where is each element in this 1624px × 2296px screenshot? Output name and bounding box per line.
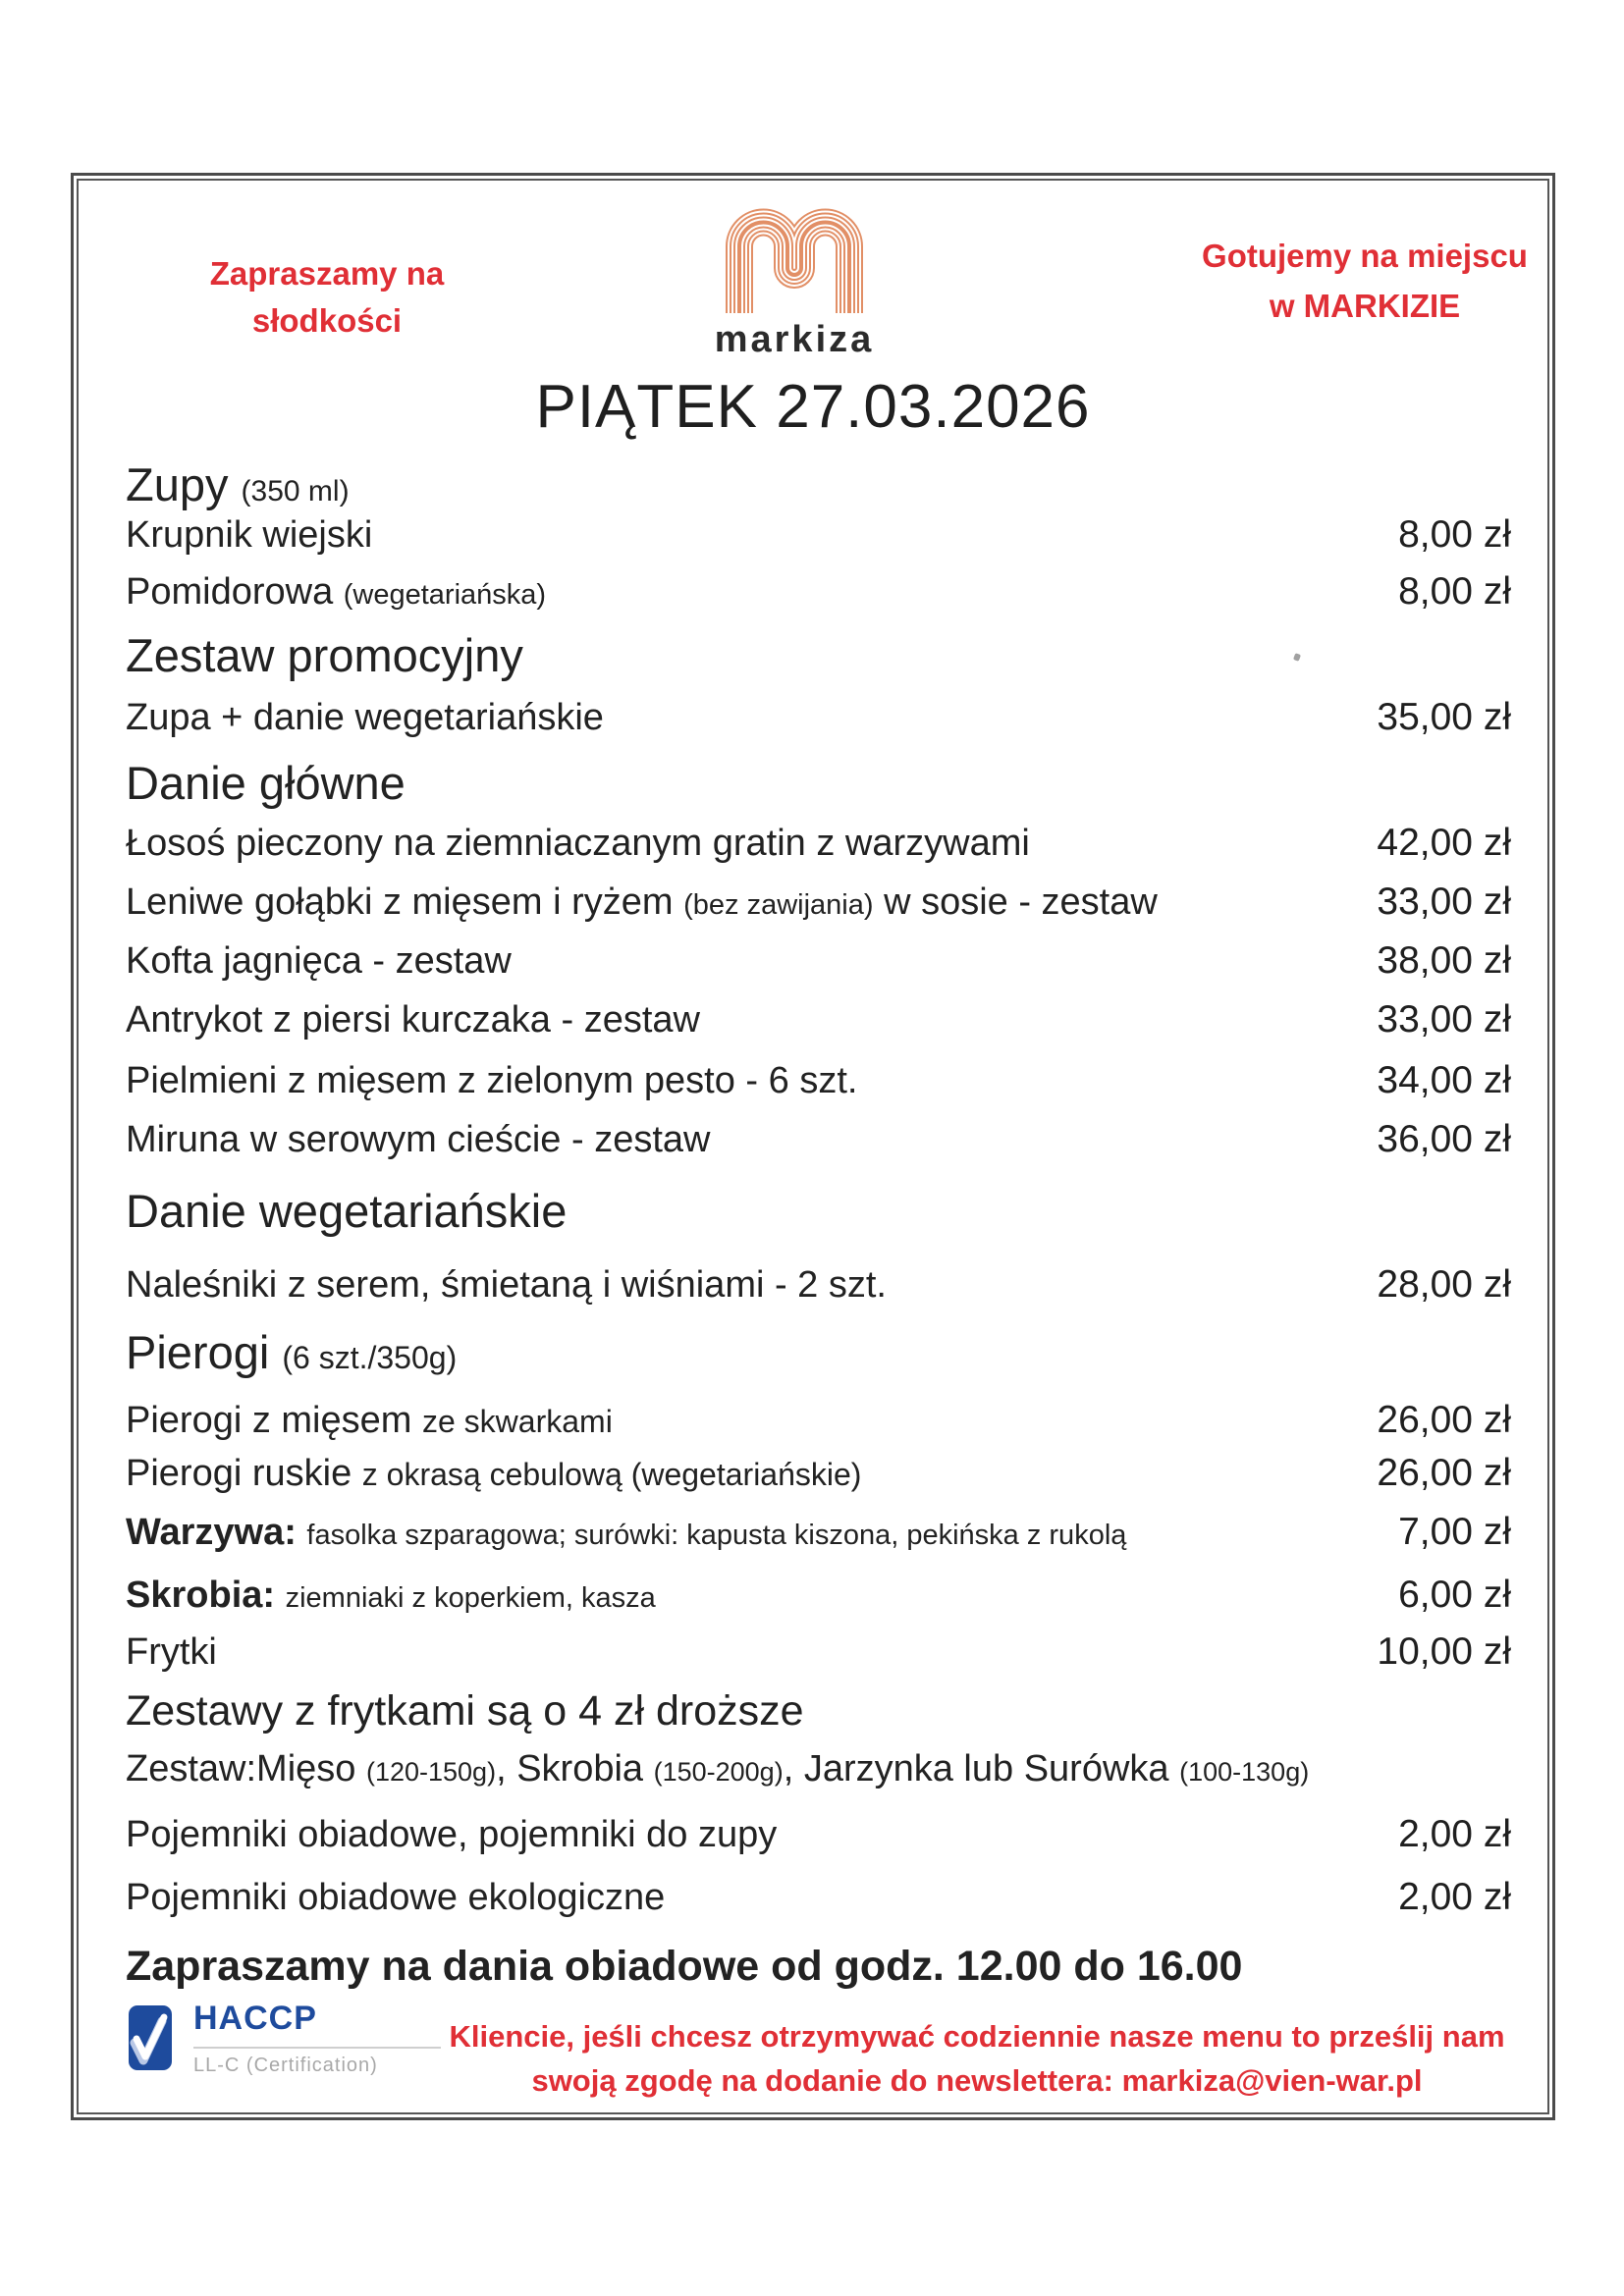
menu-section-header [126, 1185, 1511, 1238]
page-title: PIĄTEK 27.03.2026 [535, 373, 1091, 441]
menu-item-row [126, 1574, 1511, 1618]
menu-note-row [126, 1748, 1511, 1791]
section-title: Zestaw promocyjny [126, 629, 523, 681]
item-label: Frytki [126, 1631, 217, 1673]
menu-item-row [126, 1630, 1511, 1675]
section-title: Zupy (350 ml) [126, 458, 350, 510]
newsletter-note [388, 2015, 1566, 2104]
item-label: Antrykot z piersi kurczaka - zestaw [126, 999, 700, 1041]
haccp-label: HACCP [193, 2000, 317, 2037]
item-price: 35,00 zł [1377, 696, 1511, 738]
menu-item-row [126, 570, 1511, 614]
item-label: Skrobia: ziemniaki z koperkiem, kasza [126, 1575, 656, 1616]
menu-section-header [126, 458, 1511, 511]
item-label: Naleśniki z serem, śmietaną i wiśniami - 2 szt. [126, 1264, 887, 1306]
item-label: Pielmieni z mięsem z zielonym pesto - 6 szt. [126, 1060, 858, 1101]
section-title: Danie główne [126, 757, 406, 809]
menu-page [71, 173, 1555, 2120]
menu-item-row [126, 1059, 1511, 1103]
item-price: 26,00 zł [1377, 1399, 1511, 1441]
cooked-on-site-line1: Gotujemy na miejscu [1202, 238, 1528, 274]
menu-section-header [126, 757, 1511, 810]
menu-item-row [126, 1813, 1511, 1857]
menu-item-row [126, 1263, 1511, 1308]
menu-item-row [126, 1118, 1511, 1162]
item-price: 28,00 zł [1377, 1263, 1511, 1306]
menu-item-row [126, 1452, 1511, 1496]
item-label: Pierogi z mięsem ze skwarkami [126, 1400, 613, 1441]
menu-note-row [126, 1943, 1511, 1991]
item-price: 36,00 zł [1377, 1118, 1511, 1160]
cooked-on-site-line2: w MARKIZIE [1269, 288, 1461, 325]
menu-item-row [126, 1511, 1511, 1555]
item-price: 38,00 zł [1377, 939, 1511, 982]
item-label: Pierogi ruskie z okrasą cebulową (wegetariańskie) [126, 1453, 862, 1494]
item-price: 10,00 zł [1377, 1630, 1511, 1673]
sweets-invite-line2: słodkości [251, 301, 403, 339]
menu-section-header [126, 629, 1511, 682]
haccp-certifier-label: LL-C (Certification) [193, 2055, 378, 2076]
section-title: Pierogi (6 szt./350g) [126, 1326, 458, 1378]
menu-item-row [126, 1876, 1511, 1920]
item-label: Pojemniki obiadowe, pojemniki do zupy [126, 1814, 778, 1855]
brand-logo [74, 207, 1552, 361]
item-label: Łosoś pieczony na ziemniaczanym gratin z warzywami [126, 823, 1030, 864]
item-label: Zupa + danie wegetariańskie [126, 697, 604, 738]
menu-item-row [126, 822, 1511, 866]
item-price: 42,00 zł [1377, 822, 1511, 864]
item-price: 34,00 zł [1377, 1059, 1511, 1101]
item-label: Leniwe gołąbki z mięsem i ryżem (bez zawijania) w sosie - zestaw [126, 881, 1158, 923]
item-price: 33,00 zł [1377, 998, 1511, 1041]
menu-item-row [126, 881, 1511, 925]
item-label: Warzywa: fasolka szparagowa; surówki: kapusta kiszona, pekińska z rukolą [126, 1512, 1127, 1553]
menu-item-row [126, 998, 1511, 1042]
sweets-invite-line1: Zapraszamy na [209, 255, 445, 292]
brand-wordmark: markiza [714, 319, 875, 360]
item-price: 8,00 zł [1398, 513, 1511, 556]
item-label: Miruna w serowym cieście - zestaw [126, 1119, 711, 1160]
item-label: Zapraszamy na dania obiadowe od godz. 12.00 do 16.00 [126, 1943, 1243, 1990]
newsletter-line1: Kliencie, jeśli chcesz otrzymywać codziennie nasze menu to prześlij nam [449, 2019, 1505, 2054]
newsletter-line2: swoją zgodę na dodanie do newslettera: markiza@vien-war.pl [531, 2062, 1423, 2098]
item-label: Pojemniki obiadowe ekologiczne [126, 1877, 666, 1918]
menu-item-row [126, 1399, 1511, 1443]
section-title: Danie wegetariańskie [126, 1185, 568, 1237]
menu-note-row [126, 1687, 1511, 1735]
item-price: 6,00 zł [1398, 1574, 1511, 1616]
markiza-m-icon [726, 207, 863, 317]
item-label: Zestawy z frytkami są o 4 zł droższe [126, 1687, 804, 1735]
item-price: 26,00 zł [1377, 1452, 1511, 1494]
menu-item-row [126, 939, 1511, 984]
item-label: Pomidorowa (wegetariańska) [126, 571, 547, 613]
item-label: Krupnik wiejski [126, 514, 373, 556]
item-price: 7,00 zł [1398, 1511, 1511, 1553]
item-label: Kofta jagnięca - zestaw [126, 940, 512, 982]
menu-item-row [126, 513, 1511, 558]
menu-item-row [126, 696, 1511, 740]
menu-section-header [126, 1326, 1511, 1379]
item-price: 8,00 zł [1398, 570, 1511, 613]
haccp-check-icon [129, 2005, 172, 2070]
item-label: Zestaw:Mięso (120-150g), Skrobia (150-200g), Jarzynka lub Surówka (100-130g) [126, 1748, 1310, 1789]
item-price: 2,00 zł [1398, 1813, 1511, 1855]
item-price: 2,00 zł [1398, 1876, 1511, 1918]
item-price: 33,00 zł [1377, 881, 1511, 923]
